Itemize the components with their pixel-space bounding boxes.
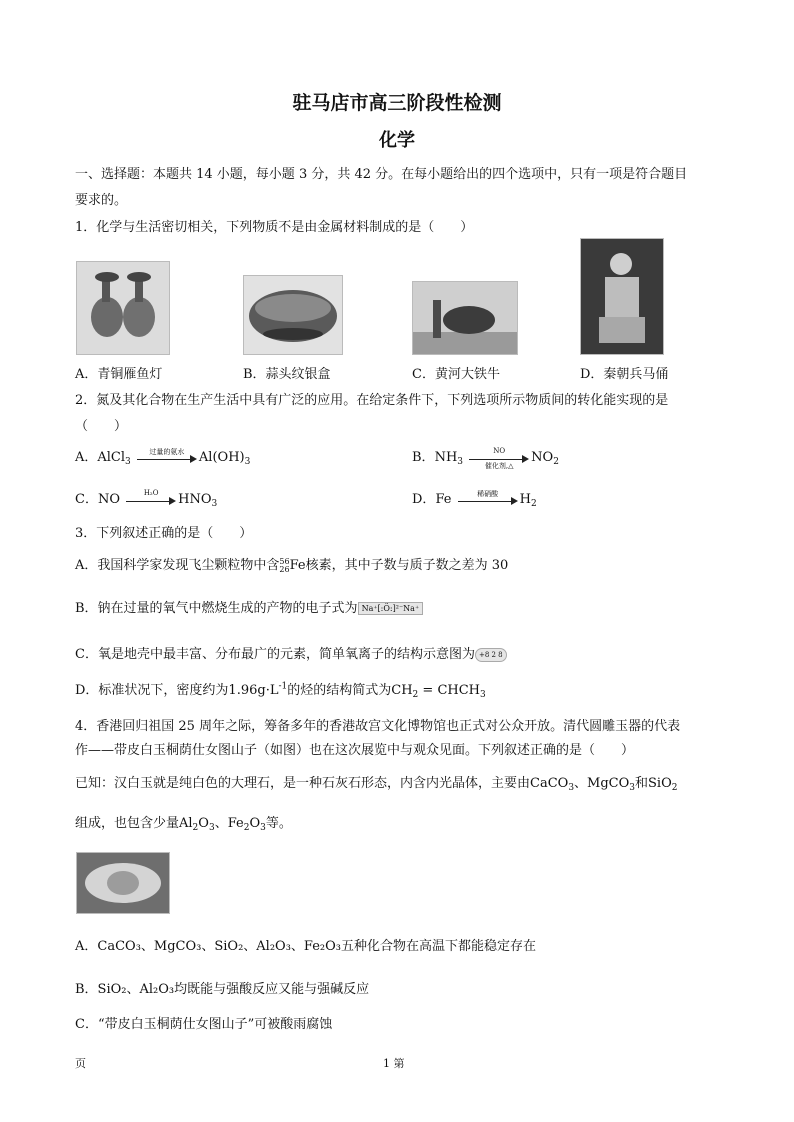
q4-known-2: 组成，也包含少量$Al_2O_3$、$Fe_2O_3$等。 — [75, 816, 292, 833]
q2-a-to-sub: 3 — [244, 457, 251, 467]
q2-d-label: D． — [412, 492, 436, 507]
q3-a-sub: 26 — [279, 564, 290, 574]
q2-b-label: B． — [412, 450, 435, 465]
q2-stem-2: （ ） — [75, 419, 128, 434]
q1-stem: 1．化学与生活密切相关，下列物质不是由金属材料制成的是（ ） — [75, 220, 474, 235]
q2-d-to: H — [519, 492, 531, 507]
reaction-arrow — [126, 488, 176, 507]
q1-image-c-iron-ox — [412, 281, 518, 355]
q2-a-cond: 过量的氨水 — [149, 447, 185, 456]
page-title: 驻马店市高三阶段性检测 — [292, 92, 502, 114]
q4-jade-image — [76, 852, 170, 914]
q2-b-from: NH — [434, 450, 458, 465]
q2-c-to: HNO — [178, 492, 212, 507]
jade-illustration — [77, 853, 169, 913]
q3-c-ion-diagram: +8 2 8 — [475, 648, 507, 662]
q3-option-a — [75, 554, 508, 574]
q3-a-el: Fe — [289, 558, 306, 573]
q3-a-post: 核素，其中子数与质子数之差为 30 — [305, 558, 509, 573]
footer-page-number: 1 第 — [383, 1057, 405, 1070]
q4-option-b: B．SiO₂、Al₂O₃均既能与强酸反应又能与强碱反应 — [75, 982, 370, 997]
q3-option-b — [75, 597, 423, 616]
q2-c-label: C． — [75, 492, 98, 507]
q2-a-to: Al(OH) — [198, 450, 245, 465]
q3-d-sup: -1 — [278, 681, 288, 692]
q1-option-a: A．青铜雁鱼灯 — [75, 367, 163, 382]
q4-stem-2: 作——带皮白玉桐荫仕女图山子（如图）也在这次展览中与观众见面。下列叙述正确的是（ ） — [75, 743, 635, 758]
q2-option-d — [412, 488, 537, 509]
terracotta-illustration — [581, 239, 663, 354]
q2-option-a — [75, 446, 250, 467]
q3-d-sub2: 3 — [480, 690, 486, 700]
q1-option-d: D．秦朝兵马俑 — [580, 367, 669, 382]
q3-option-d — [75, 679, 486, 700]
q4-known-2c: 、Fe — [214, 816, 244, 831]
q3-c-text: C．氧是地壳中最丰富、分布最广的元素，简单氧离子的结构示意图为 — [75, 647, 475, 662]
iron-ox-illustration — [413, 282, 517, 354]
q2-d-to-sub: 2 — [530, 499, 537, 509]
section-instructions-1: 一、选择题：本题共 14 小题，每小题 3 分，共 42 分。在每小题给出的四个选项中，只有一项是符合题目 — [75, 167, 688, 182]
q1-image-b-silver-box — [243, 275, 343, 355]
q1-option-c: C．黄河大铁牛 — [412, 367, 500, 382]
q2-b-to: NO — [531, 450, 554, 465]
q1-image-a-bronze-lamps — [76, 261, 170, 355]
q2-a-label: A． — [75, 450, 98, 465]
q3-d-mid: 的烃的结构简式为CH — [287, 683, 413, 698]
q2-c-from: NO — [97, 492, 120, 507]
q2-option-b — [412, 446, 559, 470]
q2-d-cond: 稀硝酸 — [477, 489, 499, 498]
q3-d-pre: D．标准状况下，密度约为1.96g·L — [75, 683, 279, 698]
q2-b-cond-bot: 催化剂,△ — [484, 461, 514, 470]
q3-a-nuclide — [279, 558, 289, 574]
q4-known-1: 已知：汉白玉就是纯白色的大理石，是一种石灰石形态，内含内光晶体，主要由CaCO$_3$、MgCO$_3$和SiO$_2$ — [75, 776, 678, 793]
q3-b-text: B．钠在过量的氧气中燃烧生成的产物的电子式为 — [75, 601, 358, 616]
q1-option-b: B．蒜头纹银盒 — [243, 367, 331, 382]
q3-d-sub: 2 — [412, 690, 419, 700]
q3-stem: 3．下列叙述正确的是（ ） — [75, 526, 253, 541]
q1-image-d-terracotta-warrior — [580, 238, 664, 355]
section-instructions-2: 要求的。 — [75, 193, 128, 208]
q2-stem-1: 2．氮及其化合物在生产生活中具有广泛的应用。在给定条件下，下列选项所示物质间的转化能实现的是 — [75, 393, 669, 408]
lamp-illustration — [77, 262, 169, 354]
q4-option-a: A．CaCO₃、MgCO₃、SiO₂、Al₂O₃、Fe₂O₃五种化合物在高温下都能稳定存在 — [75, 939, 536, 954]
q3-a-pre: A．我国科学家发现飞尘颗粒物中含 — [75, 558, 280, 573]
q2-c-cond: H₂O — [143, 488, 159, 497]
q2-b-from-sub: 3 — [457, 457, 464, 467]
q2-option-c — [75, 488, 217, 509]
q2-c-to-sub: 3 — [211, 499, 218, 509]
q2-b-cond-top: NO — [493, 446, 506, 455]
q4-known-1b: 、MgCO — [574, 776, 630, 791]
q4-known-2d: O — [249, 816, 261, 831]
q4-known-2b: O — [198, 816, 209, 831]
silver-box-illustration — [244, 276, 342, 354]
q2-d-from: Fe — [435, 492, 452, 507]
q2-a-from-sub: 3 — [125, 457, 131, 467]
subject-title: 化学 — [379, 130, 415, 151]
q4-stem-1: 4．香港回归祖国 25 周年之际，筹备多年的香港故宫文化博物馆也正式对公众开放。清代圆雕玉器的代表 — [75, 719, 681, 734]
q3-d-eq: = CHCH — [418, 683, 481, 698]
q3-b-electron-formula: Na⁺[:Ö:]²⁻Na⁺ — [358, 602, 424, 615]
footer-left: 页 — [75, 1057, 86, 1070]
q2-a-from: AlCl — [97, 450, 126, 465]
reaction-arrow — [458, 489, 518, 507]
q4-option-c: C．“带皮白玉桐荫仕女图山子”可被酸雨腐蚀 — [75, 1017, 333, 1032]
q3-option-c — [75, 643, 507, 662]
q2-b-to-sub: 2 — [553, 457, 559, 467]
q3-a-sup: 56 — [279, 556, 290, 566]
reaction-arrow — [469, 446, 529, 470]
q4-known-2a: 组成，也包含少量Al — [75, 816, 193, 831]
reaction-arrow — [137, 447, 197, 465]
q4-known-1c: 和SiO — [635, 776, 672, 791]
q4-known-2e: 等。 — [265, 816, 292, 831]
q4-known-1a: 已知：汉白玉就是纯白色的大理石，是一种石灰石形态，内含内光晶体，主要由CaCO — [75, 776, 569, 791]
